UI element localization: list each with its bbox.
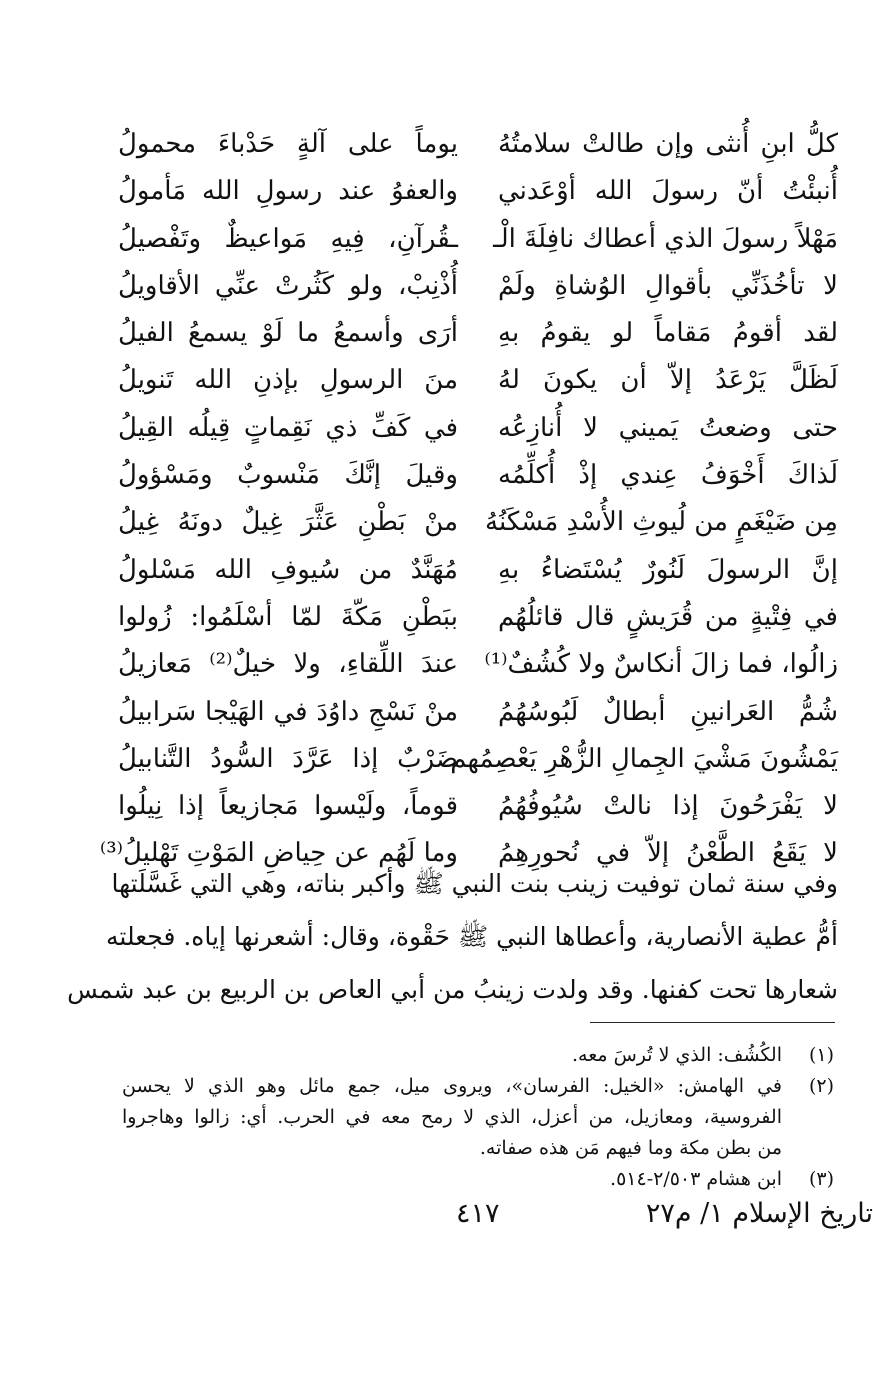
first-hemistich: مِن ضَيْغَمٍ من لُيوثِ الأُسْدِ مَسْكَنُهُ: [485, 507, 838, 538]
second-hemistich: قوماً، ولَيْسوا مَجازيعاً إذا نِيلُوا: [118, 791, 458, 822]
second-hemistich: وما لَهُم عن حِياضِ المَوْتِ تَهْليلُ⁽³⁾: [99, 838, 458, 869]
footnote-number: (٣): [808, 1168, 834, 1190]
footnote-line: الفروسية، ومعازيل، من أعزل، الذي لا رمح معه في الحرب. أي: زالوا وهاجروا: [122, 1106, 782, 1128]
page-number: ٤١٧: [456, 1198, 500, 1229]
poem-verse: [118, 217, 838, 264]
second-hemistich: ضَرْبٌ إذا عَرَّدَ السُّودُ التَّنابيلُ: [118, 743, 458, 774]
second-hemistich: يوماً على آلةٍ حَدْباءَ محمولُ: [118, 129, 458, 159]
first-hemistich: في فِتْيةٍ من قُرَيشٍ قال قائلُهُم: [498, 601, 838, 632]
first-hemistich: مَهْلاً رسولَ الذي أعطاك نافِلَةَ الْـ: [493, 223, 838, 254]
poem-verse: [118, 453, 838, 500]
second-hemistich: ببَطْنِ مَكّةَ لمّا أسْلَمُوا: زُولوا: [118, 601, 458, 632]
first-hemistich: كلُّ ابنِ أُنثى وإن طالتْ سلامتُهُ: [498, 129, 838, 159]
footnote-line: في الهامش: «الخيل: الفرسان»، ويروى ميل، جمع مائل وهو الذي لا يحسن: [122, 1075, 782, 1097]
footnote-line: من بطن مكة وما فيهم مَن هذه صفاته.: [479, 1137, 782, 1159]
second-hemistich: والعفوُ عند رسولِ الله مَأمولُ: [118, 176, 458, 207]
first-hemistich: زالُوا، فما زالَ أنكاسٌ ولا كُشُفٌ⁽¹⁾: [484, 649, 838, 680]
poem: [99, 122, 838, 879]
footnote-number: (١): [808, 1044, 834, 1066]
second-hemistich: في كَفِّ ذي نَقِماتٍ قِيلُه القِيلُ: [118, 412, 458, 443]
poem-verse: [118, 500, 838, 547]
poem-verse: [118, 784, 838, 831]
second-hemistich: منْ بَطْنِ عَثَّرَ غِيلٌ دونَهُ غِيلُ: [118, 507, 458, 538]
footnote: [122, 1164, 834, 1195]
book-title: تاريخ الإسلام ١/ م٢٧: [645, 1198, 873, 1229]
first-hemistich: لقد أقومُ مَقاماً لو يقومُ بهِ: [498, 318, 838, 349]
first-hemistich: شُمُّ العَرانينِ أبطالٌ لَبُوسُهُمُ: [498, 696, 838, 727]
second-hemistich: مُهَنَّدٌ من سُيوفِ الله مَسْلولُ: [118, 554, 458, 585]
poem-verse: [118, 122, 838, 169]
poem-verse: [118, 311, 838, 358]
first-hemistich: إنَّ الرسولَ لَنُورٌ يُسْتَضاءُ بهِ: [498, 554, 838, 585]
first-hemistich: لا يَفْرَحُونَ إذا نالتْ سُيُوفُهُمُ: [498, 791, 838, 822]
poem-verse: [118, 642, 838, 689]
poem-verse: [118, 358, 838, 405]
poem-verse: [118, 595, 838, 642]
poem-verse: [118, 264, 838, 311]
footnote-number: (٢): [808, 1075, 834, 1097]
prose-line: أمُّ عطية الأنصارية، وأعطاها النبي ﷺ حَقْوة، وقال: أشعرنها إياه. فجعلته: [106, 922, 838, 951]
footnote-separator: [590, 1022, 835, 1023]
first-hemistich: لا يَقَعُ الطَّعْنُ إلاّ في نُحورِهِمُ: [498, 838, 838, 869]
first-hemistich: يَمْشُونَ مَشْيَ الجِمالِ الزُّهْرِ يَعْصِمُهم: [450, 743, 838, 774]
footnotes: [122, 1040, 834, 1195]
first-hemistich: حتى وضعتُ يَميني لا أُنازِعُه: [498, 412, 838, 443]
prose-paragraph: [67, 857, 838, 1016]
poem-verse: [118, 406, 838, 453]
footnote-line: ابن هشام ٢/٥٠٣-٥١٤.: [610, 1168, 782, 1190]
first-hemistich: لَذاكَ أَخْوَفُ عِندي إذْ أُكلِّمُه: [498, 460, 838, 491]
footnote-line: الكُشُف: الذي لا تُرسَ معه.: [571, 1044, 782, 1066]
poem-verse: [118, 690, 838, 737]
first-hemistich: لَظَلَّ يَرْعَدُ إلاّ أن يكونَ لهُ: [498, 365, 838, 396]
poem-verse: [118, 548, 838, 595]
first-hemistich: لا تأخُذَنِّي بأقوالِ الوُشاةِ ولَمْ: [498, 270, 838, 301]
second-hemistich: أُذْنِبْ، ولو كَثُرتْ عنِّي الأقاويلُ: [118, 270, 458, 301]
second-hemistich: وقيلَ إنَّكَ مَنْسوبٌ ومَسْؤولُ: [118, 460, 458, 491]
poem-verse: [118, 737, 838, 784]
poem-verse: [118, 169, 838, 216]
second-hemistich: منْ نَسْجِ داوُدَ في الهَيْجا سَرابيلُ: [118, 696, 458, 727]
footnote: [122, 1071, 834, 1164]
page-footer: [0, 1198, 873, 1238]
first-hemistich: أُنبئْتُ أنّ رسولَ الله أوْعَدني: [498, 176, 838, 207]
second-hemistich: منَ الرسولِ بإذنِ الله تَنويلُ: [118, 365, 458, 396]
second-hemistich: ـقُرآنِ، فِيهِ مَواعيظٌ وتَفْصيلُ: [118, 223, 458, 254]
second-hemistich: أرَى وأسمعُ ما لَوْ يسمعُ الفيلُ: [118, 318, 458, 349]
second-hemistich: عندَ اللِّقاءِ، ولا خيلٌ⁽²⁾ مَعازيلُ: [118, 649, 459, 680]
prose-line: شعارها تحت كفنها. وقد ولدت زينبُ من أبي العاص بن الربيع بن عبد شمس: [67, 975, 838, 1004]
prose-line: وفي سنة ثمان توفيت زينب بنت النبي ﷺ وأكبر بناته، وهي التي غَسَّلَتها: [111, 869, 838, 898]
footnote: [122, 1040, 834, 1071]
